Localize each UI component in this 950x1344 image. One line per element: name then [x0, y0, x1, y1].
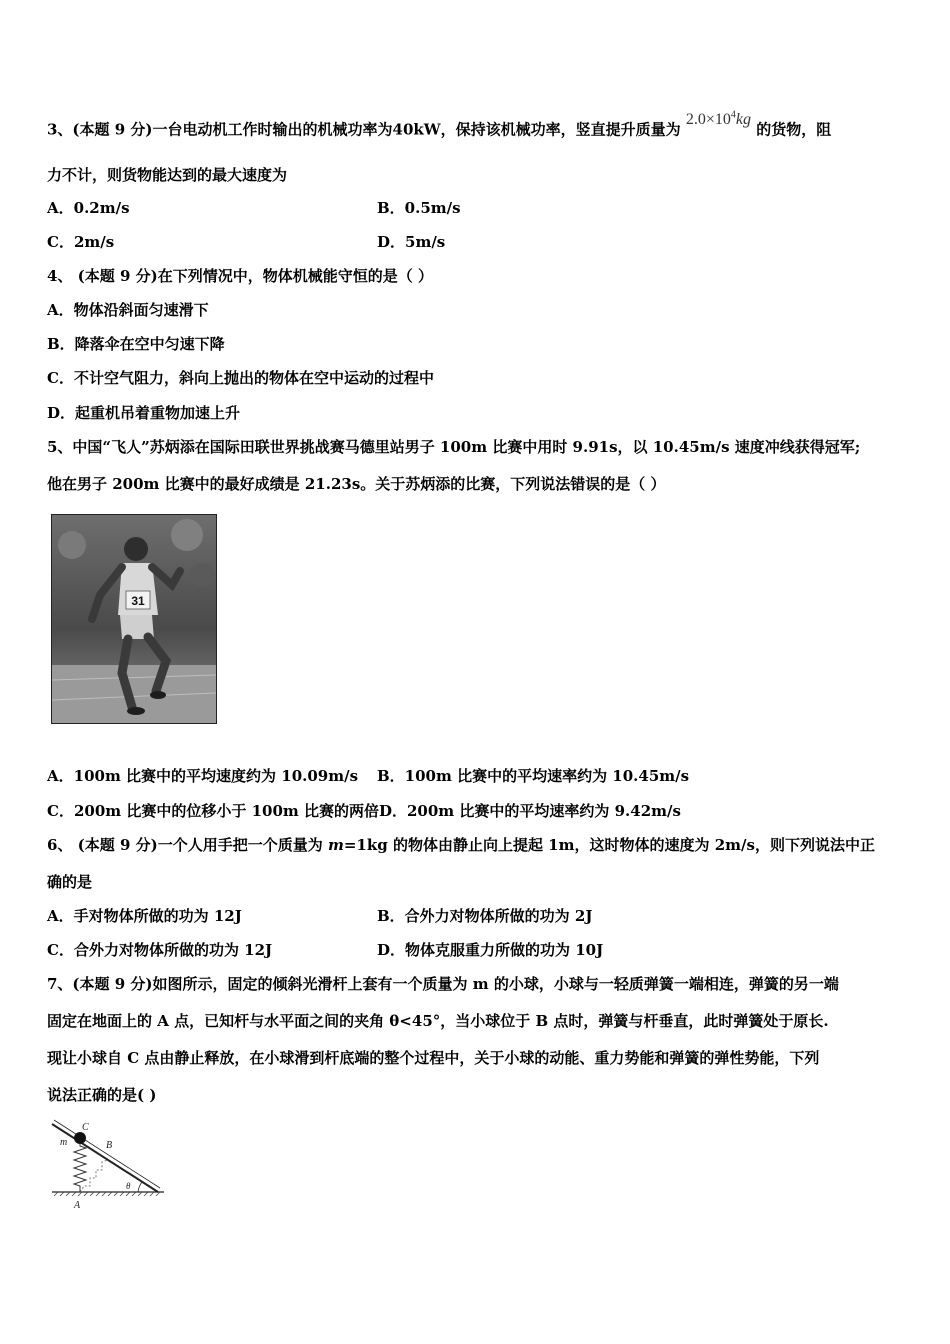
- q6-line1-tail: =1kg 的物体由静止向上提起 1m，这时物体的速度为 2m/s，则下列说法中正: [343, 836, 875, 854]
- rod-spring-diagram: [46, 1118, 170, 1212]
- point-a-label: A: [74, 1200, 81, 1211]
- q3-line1: [47, 110, 832, 140]
- q5-option-a: A．100m 比赛中的平均速度约为 10.09m/s: [47, 767, 359, 785]
- q7-line1: 7、(本题 9 分)如图所示，固定的倾斜光滑杆上套有一个质量为 m 的小球，小球与一轻质弹簧一端相连，弹簧的另一端: [47, 975, 839, 993]
- q6-line1-text: 6、 (本题 9 分)一个人用手把一个质量为: [47, 836, 328, 854]
- q5-option-b: B．100m 比赛中的平均速率约为 10.45m/s: [377, 767, 690, 785]
- q7-line2: 固定在地面上的 A 点，已知杆与水平面之间的夹角 θ<45°，当小球位于 B 点时，弹簧与杆垂直，此时弹簧处于原长.: [47, 1012, 829, 1030]
- q3-option-d: D．5m/s: [377, 233, 446, 251]
- q3-line2: 力不计，则货物能达到的最大速度为: [47, 166, 288, 184]
- theta-label: θ: [126, 1181, 131, 1191]
- point-c-label: C: [82, 1122, 89, 1133]
- q6-line2: 确的是: [47, 873, 93, 891]
- q5-option-cd: C．200m 比赛中的位移小于 100m 比赛的两倍D．200m 比赛中的平均速率约为 9.42m/s: [47, 802, 681, 820]
- q6-option-d: D．物体克服重力所做的功为 10J: [377, 941, 604, 959]
- q4-option-a: A．物体沿斜面匀速滑下: [47, 301, 209, 319]
- point-b-label: B: [106, 1140, 113, 1151]
- q6-option-a: A．手对物体所做的功为 12J: [47, 907, 242, 925]
- q6-option-b: B．合外力对物体所做的功为 2J: [377, 907, 593, 925]
- q4-option-c: C．不计空气阻力，斜向上抛出的物体在空中运动的过程中: [47, 369, 434, 387]
- q5-line2: 他在男子 200m 比赛中的最好成绩是 21.23s。关于苏炳添的比赛，下列说法错误的是（ ）: [47, 475, 666, 493]
- q4-option-b: B．降落伞在空中匀速下降: [47, 335, 225, 353]
- q3-option-c: C．2m/s: [47, 233, 115, 251]
- q6-line1: [47, 835, 875, 855]
- q6-mass-symbol: m: [327, 836, 344, 854]
- q7-line4: 说法正确的是( ): [47, 1086, 157, 1104]
- q3-line1-tail: 的货物，阻: [756, 120, 832, 139]
- q3-mass-formula: $2.0\times 10^4kg$: [685, 110, 752, 129]
- q3-option-a: A．0.2m/s: [47, 199, 130, 217]
- q3-line1-text: 3、(本题 9 分)一台电动机工作时输出的机械功率为40kW，保持该机械功率，竖直提升质量为: [47, 120, 681, 139]
- q3-option-b: B．0.5m/s: [377, 199, 461, 217]
- q4-option-d: D．起重机吊着重物加速上升: [47, 404, 241, 422]
- q6-option-c: C．合外力对物体所做的功为 12J: [47, 941, 273, 959]
- q4-stem: 4、 (本题 9 分)在下列情况中，物体机械能守恒的是（ ）: [47, 267, 433, 285]
- mass-label: m: [60, 1137, 68, 1148]
- q7-line3: 现让小球自 C 点由静止释放，在小球滑到杆底端的整个过程中，关于小球的动能、重力势能和弹簧的弹性势能，下列: [47, 1049, 820, 1067]
- q5-line1: 5、中国“飞人”苏炳添在国际田联世界挑战赛马德里站男子 100m 比赛中用时 9.91s，以 10.45m/s 速度冲线获得冠军;: [47, 438, 861, 456]
- runner-bib-number: 31: [131, 594, 145, 608]
- sprinter-photo: [51, 514, 217, 724]
